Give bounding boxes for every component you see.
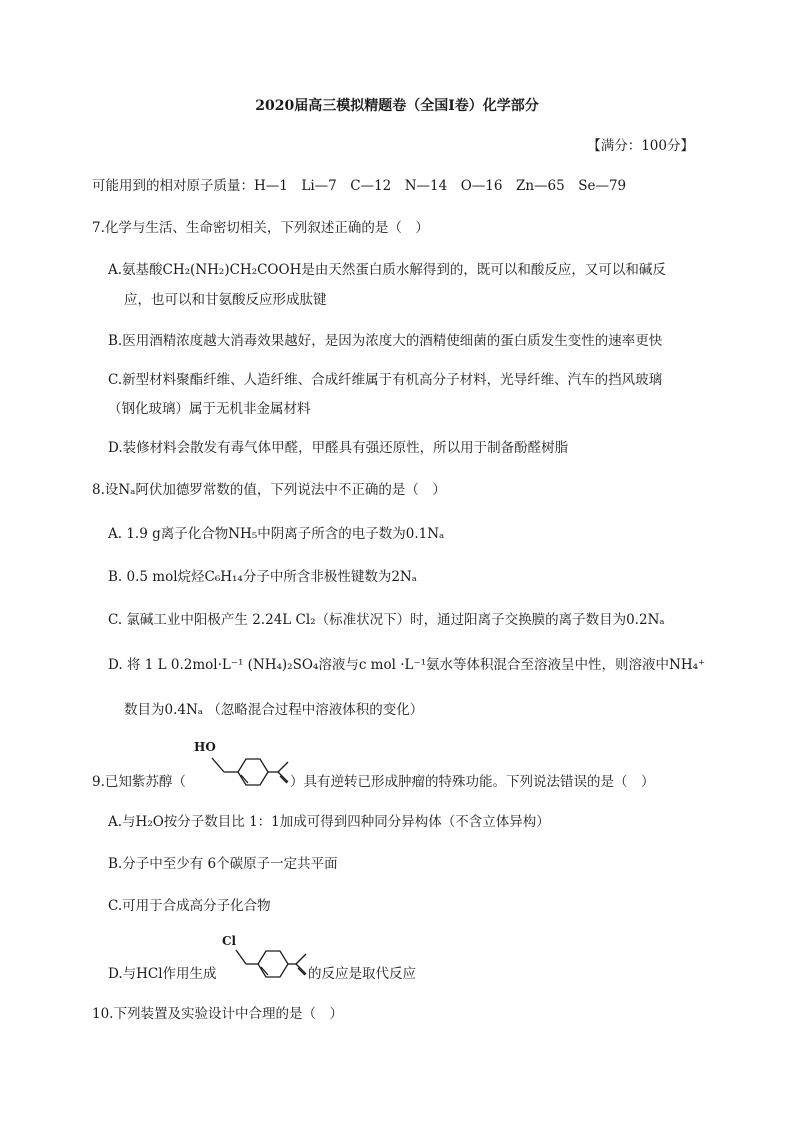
- q9-option-d-start: D.与HCl作用生成: [108, 966, 217, 982]
- q9-option-a: A.与H₂O按分子数目比 1：1加成可得到四种同分异构体（不含立体异构）: [108, 814, 550, 830]
- q9-stem-start: 9.已知紫苏醇（: [92, 774, 186, 790]
- atomic-masses: 可能用到的相对原子质量：H—1 Li—7 C—12 N—14 O—16 Zn—65 Se—79: [92, 178, 627, 194]
- chloride-label: Cl: [222, 934, 237, 948]
- chloride-structure: [224, 936, 314, 984]
- q7-option-a-cont: 应，也可以和甘氨酸反应形成肽键: [124, 292, 327, 308]
- q7-stem: 7.化学与生活、生命密切相关，下列叙述正确的是（ ）: [92, 220, 429, 236]
- q8-stem: 8.设Nₐ阿伏加德罗常数的值，下列说法中不正确的是（ ）: [92, 482, 446, 498]
- full-score: 【满分：100分】: [587, 138, 694, 154]
- q7-option-c-cont: （钢化玻璃）属于无机非金属材料: [108, 401, 311, 417]
- q9-option-b: B.分子中至少有 6个碳原子一定共平面: [108, 856, 338, 872]
- q9-option-d-end: 的反应是取代反应: [308, 966, 416, 982]
- q7-option-a: A.氨基酸CH₂(NH₂)CH₂COOH是由天然蛋白质水解得到的，既可以和酸反应，又可以和碱反: [108, 262, 666, 278]
- q7-option-b: B.医用酒精浓度越大消毒效果越好，是因为浓度大的酒精使细菌的蛋白质发生变性的速率更快: [108, 333, 663, 349]
- page-title: 2020届高三模拟精题卷（全国Ⅰ卷）化学部分: [255, 98, 539, 114]
- q10-stem: 10.下列装置及实验设计中合理的是（ ）: [92, 1006, 343, 1022]
- q9-option-c: C.可用于合成高分子化合物: [108, 898, 271, 914]
- q8-option-c: C. 氯碱工业中阳极产生 2.24L Cl₂（标准状况下）时，通过阳离子交换膜的离子数目为0.2Nₐ: [108, 612, 665, 628]
- q8-option-a: A. 1.9 g离子化合物NH₅中阴离子所含的电子数为0.1Nₐ: [108, 526, 445, 542]
- q9-stem-end: ）具有逆转已形成肿瘤的特殊功能。下列说法错误的是（ ）: [290, 774, 655, 790]
- q7-option-d: D.装修材料会散发有毒气体甲醛，甲醛具有强还原性，所以用于制备酚醛树脂: [108, 440, 569, 456]
- perillyl-alcohol-label: HO: [194, 740, 216, 754]
- q7-option-c: C.新型材料聚酯纤维、人造纤维、合成纤维属于有机高分子材料，光导纤维、汽车的挡风玻璃: [108, 372, 663, 388]
- q8-option-d: D. 将 1 L 0.2mol·L⁻¹ (NH₄)₂SO₄溶液与c mol ·L⁻¹氨水等体积混合至溶液呈中性，则溶液中NH₄⁺: [108, 657, 706, 673]
- perillyl-alcohol-structure: [198, 742, 298, 790]
- q8-option-d-cont: 数目为0.4Nₐ （忽略混合过程中溶液体积的变化）: [124, 702, 424, 718]
- q8-option-b: B. 0.5 mol烷烃C₆H₁₄分子中所含非极性键数为2Nₐ: [108, 569, 417, 585]
